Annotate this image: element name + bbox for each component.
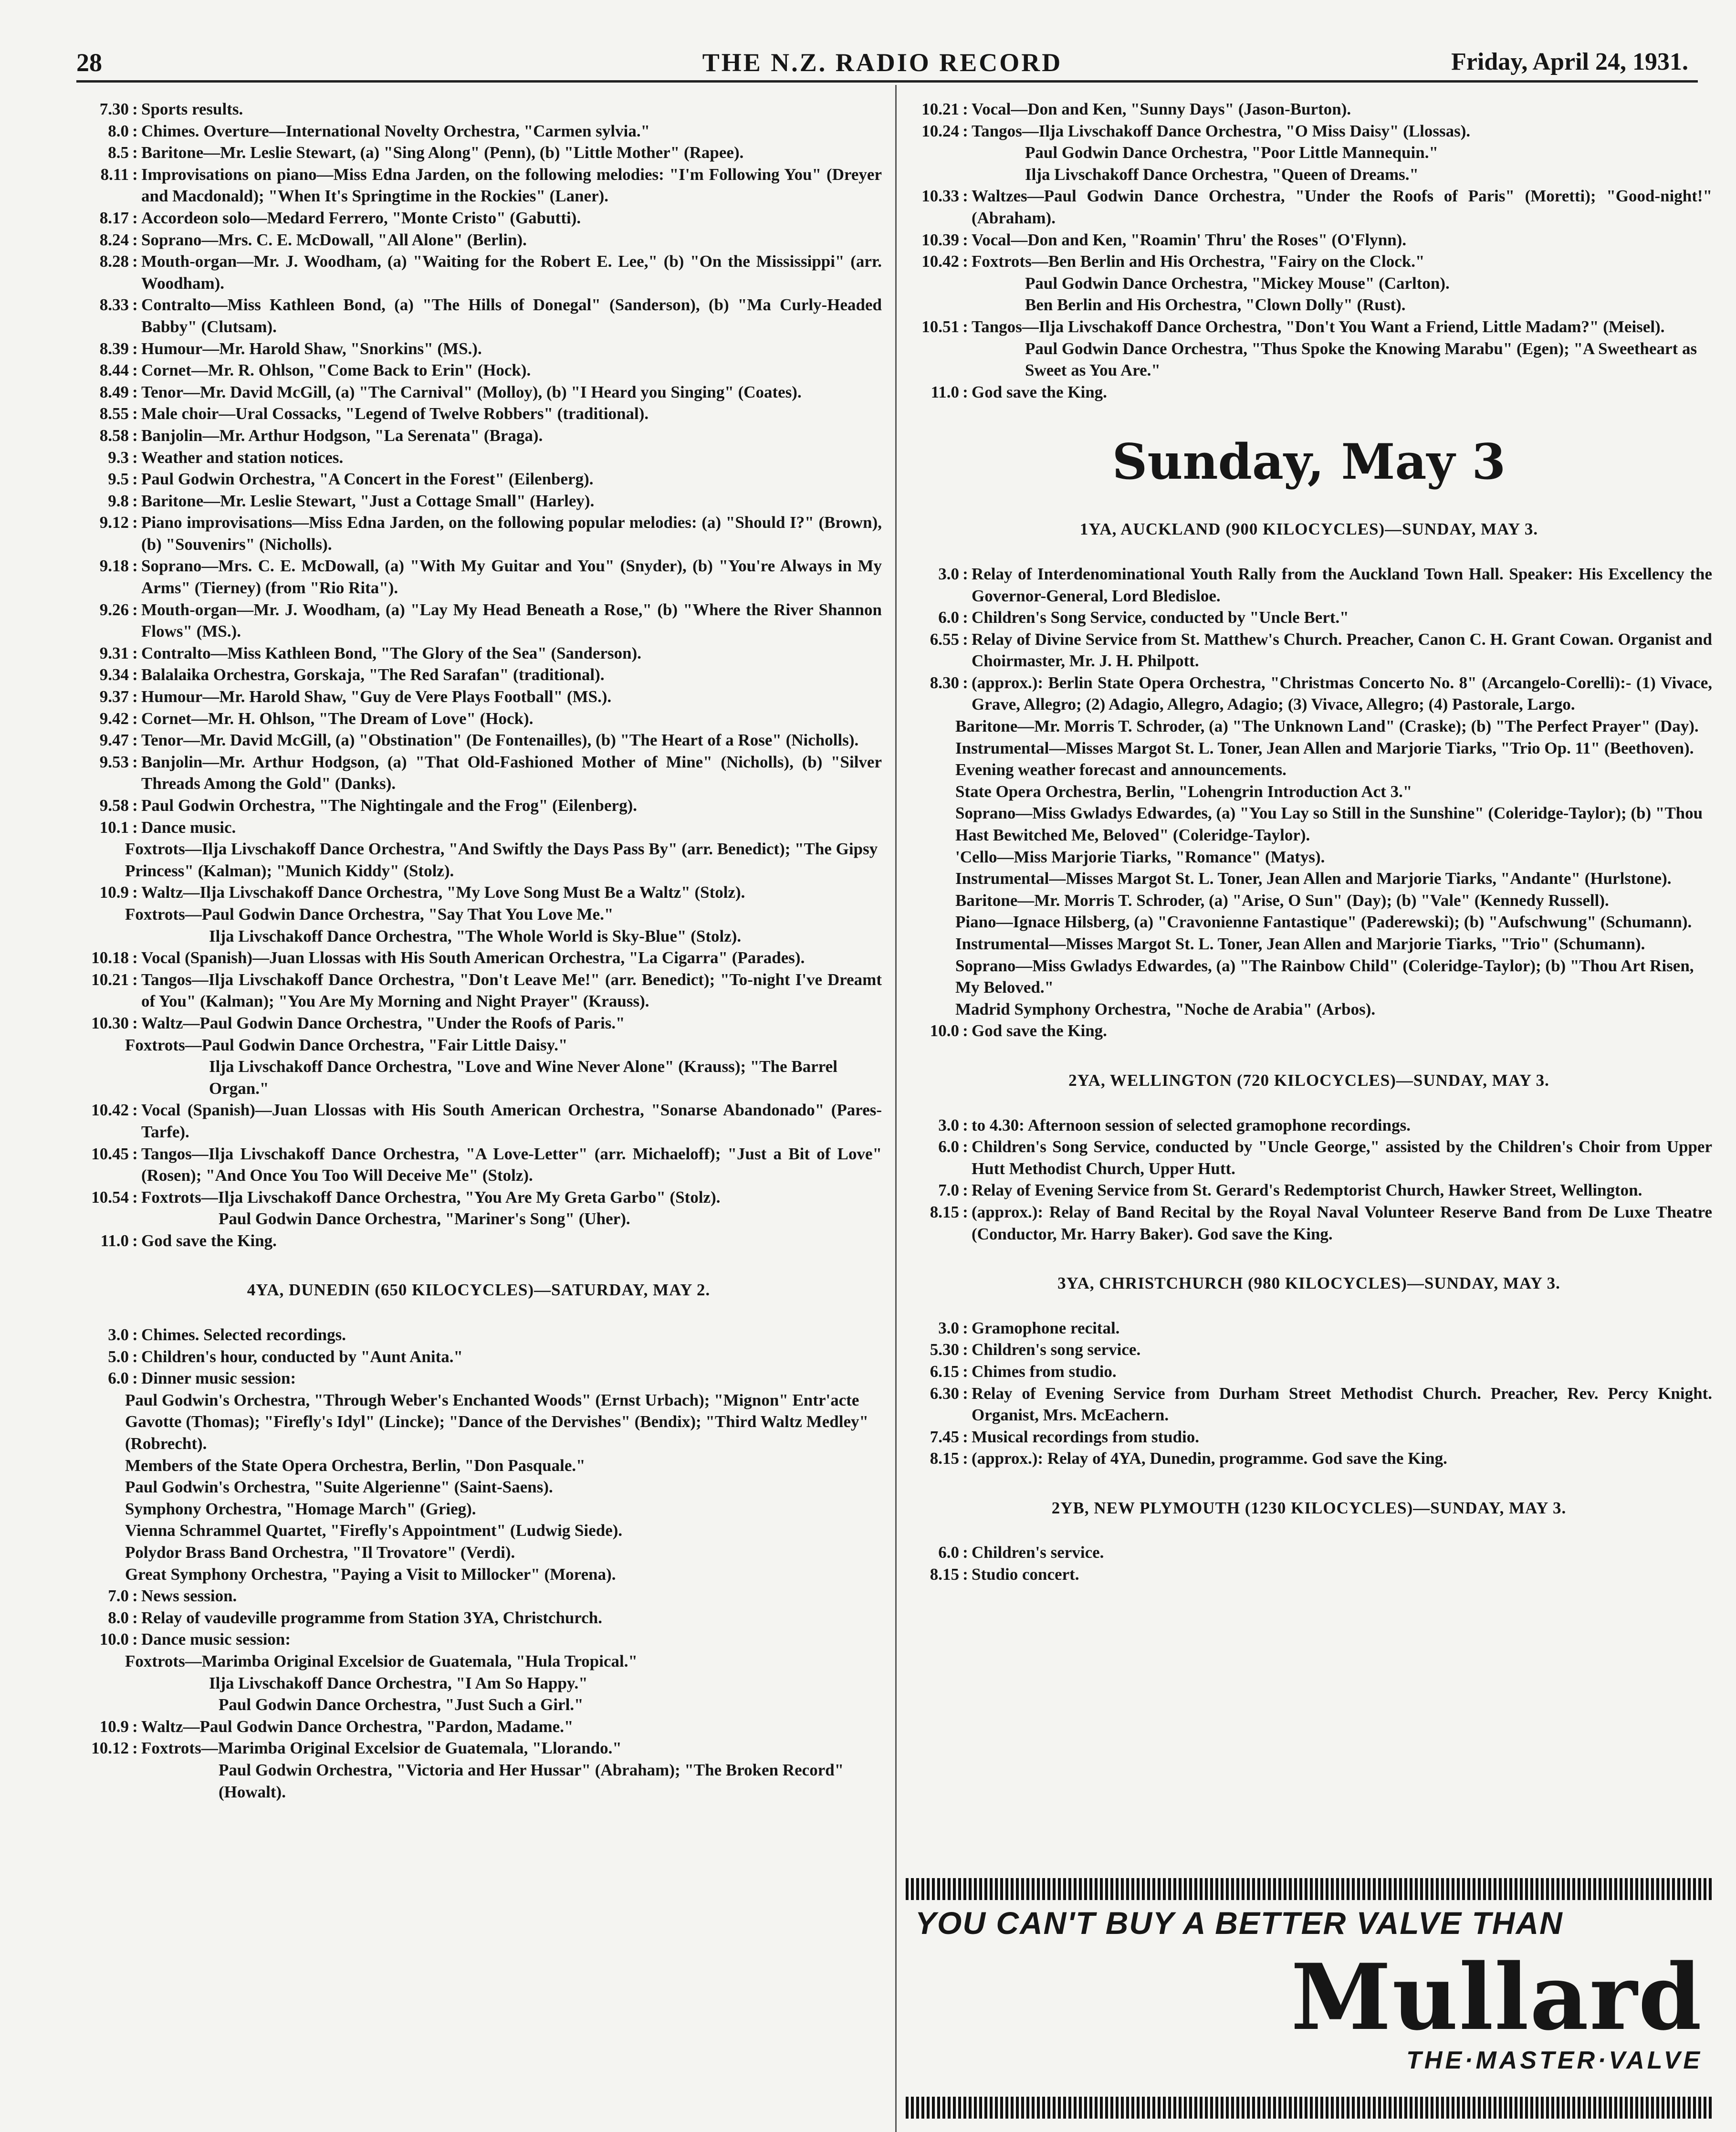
entry-time: 9.47 [99, 731, 129, 750]
entry-text: Contralto—Miss Kathleen Bond, (a) "The Hills of Donegal" (Sanderson), (b) "Ma Curly-Headed Babby" (Clutsam). [141, 295, 882, 336]
programme-entry: 10.0 : Dance music session: [75, 1628, 882, 1650]
entry-time: 10.21 [91, 970, 129, 989]
auckland-programme-list [906, 563, 1712, 715]
entry-text: Dinner music session: [141, 1369, 296, 1388]
station-heading-christchurch: 3YA, CHRISTCHURCH (980 KILOCYCLES)—SUNDAY, MAY 3. [1057, 1274, 1560, 1293]
wellington-programme-list [906, 1114, 1712, 1245]
advert-brand: Mullard [1291, 1944, 1703, 2050]
entry-text: Waltz—Paul Godwin Dance Orchestra, "Under the Roofs of Paris." [141, 1013, 625, 1032]
left-column [75, 98, 882, 1803]
programme-item: Madrid Symphony Orchestra, "Noche de Arabia" (Arbos). [955, 999, 1376, 1019]
entry-time: 10.33 [921, 187, 959, 206]
entry-text: Dance music session: [141, 1630, 291, 1649]
programme-entry: 11.0 : God save the King. [75, 1230, 882, 1252]
programme-entry: 6.0 : Dinner music session: [75, 1367, 882, 1389]
programme-entry: 8.44 : Cornet—Mr. R. Ohlson, "Come Back to Erin" (Hock). [75, 359, 882, 381]
entry-text: Tangos—Ilja Livschakoff Dance Orchestra, "Don't Leave Me!" (arr. Benedict); "To-night I've Dreamt of You" (Kalman); "You Are My Morning and Night Prayer" (Krauss). [141, 970, 882, 1011]
programme-entry: 8.28 : Mouth-organ—Mr. J. Woodham, (a) "Waiting for the Robert E. Lee," (b) "On the Mississippi" (arr. Woodham). [75, 251, 882, 294]
programme-item: Great Symphony Orchestra, "Paying a Visit to Millocker" (Morena). [125, 1565, 616, 1584]
entry-time: 11.0 [931, 382, 959, 401]
entry-time: 9.53 [99, 752, 129, 771]
entry-time: 9.31 [99, 643, 129, 662]
entry-text: Soprano—Mrs. C. E. McDowall, (a) "With My Guitar and You" (Snyder), (b) "You're Always in My Arms" (Tierney) (from "Rio Rita"). [141, 557, 882, 598]
programme-entry: 9.42 : Cornet—Mr. H. Ohlson, "The Dream of Love" (Hock). [75, 708, 882, 730]
entry-time: 8.15 [930, 1565, 959, 1584]
entry-time: 8.0 [108, 1608, 129, 1627]
programme-entry: 10.0 : God save the King. [906, 1020, 1712, 1042]
programme-entry: 8.58 : Banjolin—Mr. Arthur Hodgson, "La Serenata" (Braga). [75, 425, 882, 447]
entry-time: 6.0 [938, 608, 959, 627]
entry-time: 8.0 [108, 121, 129, 140]
programme-entry: 3.0 : to 4.30: Afternoon session of selected gramophone recordings. [906, 1114, 1712, 1136]
entry-text: Dance music. [141, 818, 236, 837]
page-number: 28 [76, 48, 102, 77]
programme-entry: 6.15 : Chimes from studio. [906, 1361, 1712, 1383]
entry-text: Studio concert. [972, 1565, 1079, 1584]
programme-entry: 8.5 : Baritone—Mr. Leslie Stewart, (a) "Sing Along" (Penn), (b) "Little Mother" (Rapee). [75, 142, 882, 164]
programme-entry: 10.24 : Tangos—Ilja Livschakoff Dance Orchestra, "O Miss Daisy" (Llossas). [906, 120, 1712, 142]
programme-item: Baritone—Mr. Morris T. Schroder, (a) "Arise, O Sun" (Day); (b) "Vale" (Kennedy Russell). [955, 891, 1609, 910]
dance-item: Paul Godwin Dance Orchestra, "Mickey Mouse" (Carlton). [1025, 273, 1450, 293]
entry-time: 9.26 [99, 600, 129, 619]
programme-entry: 8.0 : Chimes. Overture—International Novelty Orchestra, "Carmen sylvia." [75, 120, 882, 142]
programme-item: Instrumental—Misses Margot St. L. Toner, Jean Allen and Marjorie Tiarks, "Andante" (Hurlstone). [955, 869, 1672, 888]
programme-entry: 8.15 : (approx.): Relay of Band Recital by the Royal Naval Volunteer Reserve Band from De Luxe Theatre (Conductor, Mr. Harry Baker). God save the King. [906, 1201, 1712, 1245]
entry-text: God save the King. [972, 1021, 1107, 1040]
programme-entry: 6.55 : Relay of Divine Service from St. Matthew's Church. Preacher, Canon C. H. Grant Cowan. Organist and Choirmaster, Mr. J. H. Philpott. [906, 629, 1712, 672]
entry-text: Weather and station notices. [141, 448, 344, 467]
dance-item: Foxtrots—Paul Godwin Dance Orchestra, "Say That You Love Me." [125, 904, 614, 924]
programme-entry: 8.39 : Humour—Mr. Harold Shaw, "Snorkins" (MS.). [75, 338, 882, 360]
dance-item: Paul Godwin Dance Orchestra, "Poor Little Mannequin." [1025, 143, 1438, 162]
entry-text: Piano improvisations—Miss Edna Jarden, on the following popular melodies: (a) "Should I?" (Brown), (b) "Souvenirs" (Nicholls). [141, 513, 882, 554]
programme-entry: 9.53 : Banjolin—Mr. Arthur Hodgson, (a) "That Old-Fashioned Mother of Mine" (Nicholls), (b) "Silver Threads Among the Gold" (Danks). [75, 751, 882, 795]
entry-time: 10.24 [921, 121, 959, 140]
entry-time: 8.5 [108, 143, 129, 162]
programme-entry: 9.37 : Humour—Mr. Harold Shaw, "Guy de Vere Plays Football" (MS.). [75, 686, 882, 708]
programme-entry: 3.0 : Chimes. Selected recordings. [75, 1324, 882, 1346]
programme-entry: 6.0 : Children's Song Service, conducted by "Uncle Bert." [906, 607, 1712, 629]
entry-time: 6.0 [938, 1543, 959, 1562]
mullard-advert [906, 1878, 1712, 2126]
programme-item: 'Cello—Miss Marjorie Tiarks, "Romance" (Matys). [955, 847, 1325, 866]
entry-time: 7.30 [99, 100, 129, 118]
entry-text: Tenor—Mr. David McGill, (a) "Obstination" (De Fontenailles), (b) "The Heart of a Rose" (Nicholls). [141, 731, 859, 750]
entry-time: 9.3 [108, 448, 129, 467]
entry-text: Cornet—Mr. H. Ohlson, "The Dream of Love" (Hock). [141, 709, 533, 728]
entry-text: Chimes. Selected recordings. [141, 1325, 346, 1344]
programme-entry: 10.51 : Tangos—Ilja Livschakoff Dance Orchestra, "Don't You Want a Friend, Little Madam?" (Meisel). [906, 316, 1712, 338]
sunday-heading: Sunday, May 3 [1112, 433, 1506, 491]
entry-time: 8.58 [99, 426, 129, 445]
saturday-programme-list [75, 98, 882, 838]
entry-time: 10.42 [921, 252, 959, 271]
entry-text: Foxtrots—Ben Berlin and His Orchestra, "Fairy on the Clock." [972, 252, 1425, 271]
entry-text: Sports results. [141, 100, 243, 118]
entry-text: Tangos—Ilja Livschakoff Dance Orchestra, "Don't You Want a Friend, Little Madam?" (Meisel). [972, 317, 1665, 336]
programme-entry: 10.39 : Vocal—Don and Ken, "Roamin' Thru' the Roses" (O'Flynn). [906, 229, 1712, 251]
entry-text: Banjolin—Mr. Arthur Hodgson, "La Serenata" (Braga). [141, 426, 543, 445]
programme-item: State Opera Orchestra, Berlin, "Lohengrin Introduction Act 3." [955, 782, 1412, 801]
entry-time: 10.54 [91, 1187, 129, 1207]
entry-time: 3.0 [938, 1115, 959, 1134]
programme-entry: 6.30 : Relay of Evening Service from Durham Street Methodist Church. Preacher, Rev. Percy Knight. Organist, Mrs. McEachern. [906, 1383, 1712, 1426]
entry-text: Chimes. Overture—International Novelty Orchestra, "Carmen sylvia." [141, 121, 650, 140]
programme-entry: 10.21 : Vocal—Don and Ken, "Sunny Days" (Jason-Burton). [906, 98, 1712, 120]
entry-time: 10.51 [921, 317, 959, 336]
publication-title: THE N.Z. RADIO RECORD [702, 48, 1063, 77]
programme-item: Instrumental—Misses Margot St. L. Toner, Jean Allen and Marjorie Tiarks, "Trio" (Schumann). [955, 935, 1645, 953]
programme-entry: 10.33 : Waltzes—Paul Godwin Dance Orchestra, "Under the Roofs of Paris" (Moretti); "Good-night!" (Abraham). [906, 185, 1712, 229]
entry-text: Musical recordings from studio. [972, 1427, 1200, 1446]
entry-time: 11.0 [100, 1231, 129, 1250]
entry-text: Male choir—Ural Cossacks, "Legend of Twelve Robbers" (traditional). [141, 404, 649, 423]
entry-time: 7.0 [108, 1586, 129, 1606]
programme-entry: 7.0 : Relay of Evening Service from St. Gerard's Redemptorist Church, Hawker Street, Wellington. [906, 1179, 1712, 1201]
programme-entry: 7.45 : Musical recordings from studio. [906, 1426, 1712, 1448]
programme-entry: 10.45 : Tangos—Ilja Livschakoff Dance Orchestra, "A Love-Letter" (arr. Michaeloff); "Just a Bit of Love" (Rosen); "And Once You Too Will Deceive Me" (Stolz). [75, 1143, 882, 1187]
entry-text: Children's hour, conducted by "Aunt Anita." [141, 1347, 463, 1366]
entry-text: Relay of Evening Service from Durham Street Methodist Church. Preacher, Rev. Percy Knight. Organist, Mrs. McEachern. [972, 1384, 1712, 1425]
entry-time: 8.30 [930, 673, 959, 692]
programme-entry: 10.18 : Vocal (Spanish)—Juan Llossas with His South American Orchestra, "La Cigarra" (Parades). [75, 947, 882, 969]
programme-entry: 9.47 : Tenor—Mr. David McGill, (a) "Obstination" (De Fontenailles), (b) "The Heart of a Rose" (Nicholls). [75, 729, 882, 751]
entry-time: 10.0 [930, 1021, 959, 1040]
header-rule [76, 80, 1698, 83]
programme-entry: 8.17 : Accordeon solo—Medard Ferrero, "Monte Cristo" (Gabutti). [75, 207, 882, 229]
programme-entry: 9.31 : Contralto—Miss Kathleen Bond, "The Glory of the Sea" (Sanderson). [75, 642, 882, 664]
programme-entry: 6.0 : Children's Song Service, conducted by "Uncle George," assisted by the Children's Choir from Upper Hutt Methodist Church, Upper Hutt. [906, 1136, 1712, 1179]
programme-item: Instrumental—Misses Margot St. L. Toner, Jean Allen and Marjorie Tiarks, "Trio Op. 11" (Beethoven). [955, 738, 1694, 757]
entry-text: Children's song service. [972, 1340, 1141, 1359]
entry-time: 8.28 [99, 252, 129, 271]
programme-item: Vienna Schrammel Quartet, "Firefly's Appointment" (Ludwig Siede). [125, 1521, 623, 1540]
entry-text: Vocal (Spanish)—Juan Llossas with His South American Orchestra, "Sonarse Abandonado" (Pares-Tarfe). [141, 1101, 882, 1141]
programme-entry: 5.30 : Children's song service. [906, 1339, 1712, 1361]
entry-time: 8.49 [99, 382, 129, 401]
entry-text: Banjolin—Mr. Arthur Hodgson, (a) "That Old-Fashioned Mother of Mine" (Nicholls), (b) "Silver Threads Among the Gold" (Danks). [141, 752, 882, 793]
entry-time: 10.21 [921, 100, 959, 118]
dance-item: Ilja Livschakoff Dance Orchestra, "Queen of Dreams." [1025, 165, 1419, 184]
entry-time: 9.18 [99, 557, 129, 576]
entry-text: Waltz—Paul Godwin Dance Orchestra, "Pardon, Madame." [141, 1717, 574, 1736]
entry-time: 6.0 [108, 1369, 129, 1388]
entry-text: News session. [141, 1586, 237, 1606]
entry-text: Foxtrots—Marimba Original Excelsior de Guatemala, "Llorando." [141, 1739, 622, 1758]
entry-time: 8.39 [99, 339, 129, 358]
entry-text: Gramophone recital. [972, 1318, 1120, 1337]
entry-text: Tangos—Ilja Livschakoff Dance Orchestra, "O Miss Daisy" (Llossas). [972, 121, 1471, 140]
programme-item: Paul Godwin's Orchestra, "Suite Algerienne" (Saint-Saens). [125, 1478, 553, 1497]
entry-text: Humour—Mr. Harold Shaw, "Guy de Vere Plays Football" (MS.). [141, 687, 612, 706]
entry-time: 10.1 [99, 818, 129, 837]
programme-item: Paul Godwin's Orchestra, "Through Weber's Enchanted Woods" (Ernst Urbach); "Mignon" Entr'acte Gavotte (Thomas); "Firefly's Idyl" (Lincke); "Dance of the Dervishes" (Bendix); "Third Waltz Medley" (Robrecht). [125, 1390, 868, 1453]
entry-time: 6.30 [930, 1384, 959, 1403]
christchurch-programme-list [906, 1317, 1712, 1470]
entry-time: 8.15 [930, 1449, 959, 1468]
dance-item: Ilja Livschakoff Dance Orchestra, "Love and Wine Never Alone" (Krauss); "The Barrel Organ." [209, 1057, 837, 1098]
auckland-items-list [906, 715, 1712, 1020]
entry-time: 5.0 [108, 1347, 129, 1366]
entry-text: Children's Song Service, conducted by "Uncle George," assisted by the Children's Choir from Upper Hutt Methodist Church, Upper Hutt. [972, 1137, 1712, 1178]
entry-text: Vocal (Spanish)—Juan Llossas with His South American Orchestra, "La Cigarra" (Parades). [141, 948, 805, 967]
column-divider [895, 85, 897, 2132]
entry-text: Relay of Interdenominational Youth Rally from the Auckland Town Hall. Speaker: His Excellency the Governor-General, Lord Bledisloe. [972, 564, 1712, 605]
station-heading-dunedin: 4YA, DUNEDIN (650 KILOCYCLES)—SATURDAY, MAY 2. [247, 1281, 711, 1300]
new-plymouth-programme-list [906, 1542, 1712, 1585]
programme-item: Members of the State Opera Orchestra, Berlin, "Don Pasquale." [125, 1456, 586, 1475]
programme-item: Polydor Brass Band Orchestra, "Il Trovatore" (Verdi). [125, 1543, 515, 1562]
entry-time: 10.0 [99, 1630, 129, 1649]
entry-time: 6.55 [930, 630, 959, 649]
entry-text: Vocal—Don and Ken, "Sunny Days" (Jason-Burton). [972, 100, 1351, 118]
programme-entry: 8.0 : Relay of vaudeville programme from Station 3YA, Christchurch. [75, 1607, 882, 1629]
entry-time: 8.55 [99, 404, 129, 423]
entry-text: Relay of vaudeville programme from Station 3YA, Christchurch. [141, 1608, 603, 1627]
entry-text: Waltzes—Paul Godwin Dance Orchestra, "Under the Roofs of Paris" (Moretti); "Good-night!" (Abraham). [972, 187, 1712, 227]
entry-text: Vocal—Don and Ken, "Roamin' Thru' the Roses" (O'Flynn). [972, 230, 1407, 249]
dance-item: Paul Godwin Dance Orchestra, "Mariner's Song" (Uher). [219, 1209, 630, 1229]
entry-text: Baritone—Mr. Leslie Stewart, "Just a Cottage Small" (Harley). [141, 491, 595, 510]
entry-text: Waltz—Ilja Livschakoff Dance Orchestra, "My Love Song Must Be a Waltz" (Stolz). [141, 883, 745, 902]
entry-text: Foxtrots—Ilja Livschakoff Dance Orchestra, "You Are My Greta Garbo" (Stolz). [141, 1187, 721, 1207]
station-heading-wellington: 2YA, WELLINGTON (720 KILOCYCLES)—SUNDAY, MAY 3. [1068, 1071, 1549, 1090]
entry-time: 3.0 [938, 1318, 959, 1337]
programme-entry: 10.42 : Foxtrots—Ben Berlin and His Orchestra, "Fairy on the Clock." [906, 251, 1712, 273]
programme-entry: 9.8 : Baritone—Mr. Leslie Stewart, "Just a Cottage Small" (Harley). [75, 490, 882, 512]
programme-entry: 10.9 : Waltz—Paul Godwin Dance Orchestra, "Pardon, Madame." [75, 1716, 882, 1738]
programme-entry: 8.33 : Contralto—Miss Kathleen Bond, (a) "The Hills of Donegal" (Sanderson), (b) "Ma Curly-Headed Babby" (Clutsam). [75, 294, 882, 337]
programme-item: Baritone—Mr. Morris T. Schroder, (a) "The Unknown Land" (Craske); (b) "The Perfect Prayer" (Day). [955, 717, 1699, 736]
entry-time: 6.15 [930, 1362, 959, 1381]
programme-entry: 7.30 : Sports results. [75, 98, 882, 120]
dunedin-programme-list [75, 1324, 882, 1389]
entry-text: Tenor—Mr. David McGill, (a) "The Carnival" (Molloy), (b) "I Heard you Singing" (Coates). [141, 382, 802, 401]
entry-text: Paul Godwin Orchestra, "A Concert in the Forest" (Eilenberg). [141, 470, 594, 489]
programme-entry: 9.3 : Weather and station notices. [75, 447, 882, 469]
dance-item: Foxtrots—Marimba Original Excelsior de Guatemala, "Hula Tropical." [125, 1651, 638, 1670]
entry-time: 9.12 [99, 513, 129, 532]
entry-text: Children's Song Service, conducted by "Uncle Bert." [972, 608, 1349, 627]
entry-time: 3.0 [108, 1325, 129, 1344]
advert-tagline: THE·MASTER·VALVE [1406, 2047, 1703, 2074]
dance-item: Paul Godwin Dance Orchestra, "Thus Spoke the Knowing Marabu" (Egen); "A Sweetheart as Sweet as You Are." [1025, 339, 1697, 380]
entry-time: 9.8 [108, 491, 129, 510]
entry-text: Soprano—Mrs. C. E. McDowall, "All Alone" (Berlin). [141, 230, 527, 249]
programme-entry: 9.58 : Paul Godwin Orchestra, "The Nightingale and the Frog" (Eilenberg). [75, 795, 882, 817]
entry-time: 6.0 [938, 1137, 959, 1156]
programme-item: Piano—Ignace Hilsberg, (a) "Cravonienne Fantastique" (Paderewski); (b) "Aufschwung" (Schumann). [955, 913, 1692, 932]
programme-entry: 8.30 : (approx.): Berlin State Opera Orchestra, "Christmas Concerto No. 8" (Arcangelo-Corelli):- (1) Vivace, Grave, Allegro; (2) Adagio, Allegro, Adagio; (3) Vivace, Allegro; (4) Pastorale, Largo. [906, 672, 1712, 715]
programme-entry: 9.34 : Balalaika Orchestra, Gorskaja, "The Red Sarafan" (traditional). [75, 664, 882, 686]
entry-time: 8.11 [100, 165, 129, 184]
entry-time: 3.0 [938, 564, 959, 583]
entry-text: God save the King. [972, 382, 1107, 401]
entry-time: 10.39 [921, 230, 959, 249]
programme-entry: 8.15 : (approx.): Relay of 4YA, Dunedin, programme. God save the King. [906, 1448, 1712, 1470]
entry-text: God save the King. [141, 1231, 277, 1250]
right-column [906, 98, 1712, 1586]
programme-entry: 3.0 : Gramophone recital. [906, 1317, 1712, 1339]
entry-text: Mouth-organ—Mr. J. Woodham, (a) "Waiting for the Robert E. Lee," (b) "On the Mississippi" (arr. Woodham). [141, 252, 882, 293]
programme-entry: 9.18 : Soprano—Mrs. C. E. McDowall, (a) "With My Guitar and You" (Snyder), (b) "You're Always in My Arms" (Tierney) (from "Rio Rita"). [75, 555, 882, 599]
entry-time: 9.37 [99, 687, 129, 706]
entry-text: (approx.): Relay of 4YA, Dunedin, programme. God save the King. [972, 1449, 1447, 1468]
entry-text: Contralto—Miss Kathleen Bond, "The Glory of the Sea" (Sanderson). [141, 643, 642, 662]
programme-entry: 9.12 : Piano improvisations—Miss Edna Jarden, on the following popular melodies: (a) "Should I?" (Brown), (b) "Souvenirs" (Nicholls). [75, 512, 882, 555]
entry-time: 10.45 [91, 1144, 129, 1163]
entry-time: 8.33 [99, 295, 129, 315]
entry-time: 7.45 [930, 1427, 959, 1446]
entry-time: 8.17 [99, 208, 129, 227]
entry-time: 9.42 [99, 709, 129, 728]
entry-time: 5.30 [930, 1340, 959, 1359]
programme-entry: 10.42 : Vocal (Spanish)—Juan Llossas with His South American Orchestra, "Sonarse Abandonado" (Pares-Tarfe). [75, 1099, 882, 1143]
dance-item: Foxtrots—Paul Godwin Dance Orchestra, "Fair Little Daisy." [125, 1035, 568, 1054]
entry-time: 9.5 [108, 470, 129, 489]
entry-time: 10.30 [91, 1013, 129, 1032]
entry-text: Humour—Mr. Harold Shaw, "Snorkins" (MS.). [141, 339, 482, 358]
entry-text: Relay of Evening Service from St. Gerard's Redemptorist Church, Hawker Street, Wellington. [972, 1181, 1642, 1200]
programme-entry: 10.1 : Dance music. [75, 817, 882, 839]
advert-border-bottom [906, 2097, 1712, 2119]
programme-entry: 8.24 : Soprano—Mrs. C. E. McDowall, "All Alone" (Berlin). [75, 229, 882, 251]
issue-date: Friday, April 24, 1931. [1451, 48, 1688, 75]
dance-item: Paul Godwin Orchestra, "Victoria and Her Hussar" (Abraham); "The Broken Record" (Howalt). [219, 1760, 844, 1801]
dance-item: Ilja Livschakoff Dance Orchestra, "The Whole World is Sky-Blue" (Stolz). [209, 926, 742, 945]
programme-entry: 8.11 : Improvisations on piano—Miss Edna Jarden, on the following melodies: "I'm Following You" (Dreyer and Macdonald); "When It's Springtime in the Rockies" (Laner). [75, 164, 882, 207]
dance-item: Ilja Livschakoff Dance Orchestra, "I Am So Happy." [209, 1673, 588, 1692]
entry-time: 10.9 [99, 1717, 129, 1736]
entry-text: Children's service. [972, 1543, 1104, 1562]
entry-text: Tangos—Ilja Livschakoff Dance Orchestra, "A Love-Letter" (arr. Michaeloff); "Just a Bit of Love" (Rosen); "And Once You Too Will Deceive Me" (Stolz). [141, 1144, 882, 1185]
entry-time: 9.58 [99, 796, 129, 815]
entry-text: Chimes from studio. [972, 1362, 1117, 1381]
dance-item: Foxtrots—Ilja Livschakoff Dance Orchestra, "And Swiftly the Days Pass By" (arr. Benedict); "The Gipsy Princess" (Kalman); "Munich Kiddy" (Stolz). [125, 840, 878, 880]
programme-entry: 8.49 : Tenor—Mr. David McGill, (a) "The Carnival" (Molloy), (b) "I Heard you Singing" (Coates). [75, 381, 882, 403]
entry-text: Cornet—Mr. R. Ohlson, "Come Back to Erin" (Hock). [141, 361, 531, 380]
entry-text: Paul Godwin Orchestra, "The Nightingale and the Frog" (Eilenberg). [141, 796, 637, 815]
programme-entry: 8.15 : Studio concert. [906, 1564, 1712, 1586]
dance-item: Paul Godwin Dance Orchestra, "Just Such a Girl." [219, 1695, 584, 1714]
programme-item: Evening weather forecast and announcements. [955, 760, 1286, 779]
programme-entry: 10.12 : Foxtrots—Marimba Original Excelsior de Guatemala, "Llorando." [75, 1737, 882, 1759]
station-heading-new-plymouth: 2YB, NEW PLYMOUTH (1230 KILOCYCLES)—SUNDAY, MAY 3. [1051, 1498, 1567, 1517]
entry-text: Improvisations on piano—Miss Edna Jarden, on the following melodies: "I'm Following You" (Dreyer and Macdonald); "When It's Springtime in the Rockies" (Laner). [141, 165, 882, 206]
entry-text: Mouth-organ—Mr. J. Woodham, (a) "Lay My Head Beneath a Rose," (b) "Where the River Shannon Flows" (MS.). [141, 600, 882, 641]
page-header [76, 44, 1688, 82]
programme-item: Soprano—Miss Gwladys Edwardes, (a) "You Lay so Still in the Sunshine" (Coleridge-Taylor); (b) "Thou Hast Bewitched Me, Beloved" (Coleridge-Taylor). [955, 804, 1703, 845]
entry-time: 8.24 [99, 230, 129, 249]
advert-slogan: YOU CAN'T BUY A BETTER VALVE THAN [915, 1905, 1563, 1941]
programme-entry: 11.0 : God save the King. [906, 381, 1712, 403]
programme-item: Symphony Orchestra, "Homage March" (Grieg). [125, 1499, 476, 1518]
dance-item: Ben Berlin and His Orchestra, "Clown Dolly" (Rust). [1025, 295, 1406, 315]
entry-time: 10.18 [91, 948, 129, 967]
programme-entry: 10.21 : Tangos—Ilja Livschakoff Dance Orchestra, "Don't Leave Me!" (arr. Benedict); "To-night I've Dreamt of You" (Kalman); "You Are My Morning and Night Prayer" (Krauss). [75, 969, 882, 1012]
programme-entry: 9.26 : Mouth-organ—Mr. J. Woodham, (a) "Lay My Head Beneath a Rose," (b) "Where the River Shannon Flows" (MS.). [75, 599, 882, 642]
programme-entry: 9.5 : Paul Godwin Orchestra, "A Concert in the Forest" (Eilenberg). [75, 468, 882, 490]
entry-text: to 4.30: Afternoon session of selected gramophone recordings. [972, 1115, 1411, 1134]
programme-entry: 10.54 : Foxtrots—Ilja Livschakoff Dance Orchestra, "You Are My Greta Garbo" (Stolz). [75, 1187, 882, 1208]
programme-entry: 3.0 : Relay of Interdenominational Youth Rally from the Auckland Town Hall. Speaker: His Excellency the Governor-General, Lord Bledisloe. [906, 563, 1712, 607]
dunedin-programme-list-2 [75, 1585, 882, 1650]
programme-item: Soprano—Miss Gwladys Edwardes, (a) "The Rainbow Child" (Coleridge-Taylor); (b) "Thou Art Risen, My Beloved." [955, 956, 1694, 997]
entry-text: (approx.): Relay of Band Recital by the Royal Naval Volunteer Reserve Band from De Luxe Theatre (Conductor, Mr. Harry Baker). God save the King. [972, 1202, 1712, 1243]
dinner-music-list [75, 1389, 882, 1585]
station-heading-auckland: 1YA, AUCKLAND (900 KILOCYCLES)—SUNDAY, MAY 3. [1079, 520, 1538, 539]
entry-text: Balalaika Orchestra, Gorskaja, "The Red Sarafan" (traditional). [141, 665, 605, 684]
entry-time: 8.44 [99, 361, 129, 380]
entry-time: 8.15 [930, 1202, 959, 1221]
advert-border-top [906, 1878, 1712, 1900]
programme-entry: 5.0 : Children's hour, conducted by "Aunt Anita." [75, 1346, 882, 1368]
programme-entry: 8.55 : Male choir—Ural Cossacks, "Legend of Twelve Robbers" (traditional). [75, 403, 882, 425]
entry-text: (approx.): Berlin State Opera Orchestra, "Christmas Concerto No. 8" (Arcangelo-Corelli):- (1) Vivace, Grave, Allegro; (2) Adagio, Allegro, Adagio; (3) Vivace, Allegro; (4) Pastorale, Largo. [972, 673, 1712, 714]
programme-entry: 10.30 : Waltz—Paul Godwin Dance Orchestra, "Under the Roofs of Paris." [75, 1012, 882, 1034]
entry-text: Baritone—Mr. Leslie Stewart, (a) "Sing Along" (Penn), (b) "Little Mother" (Rapee). [141, 143, 744, 162]
entry-time: 7.0 [938, 1181, 959, 1200]
entry-time: 10.12 [91, 1739, 129, 1758]
programme-entry: 7.0 : News session. [75, 1585, 882, 1607]
programme-entry: 10.9 : Waltz—Ilja Livschakoff Dance Orchestra, "My Love Song Must Be a Waltz" (Stolz). [75, 882, 882, 903]
entry-time: 10.42 [91, 1101, 129, 1120]
entry-time: 10.9 [99, 883, 129, 902]
programme-entry: 6.0 : Children's service. [906, 1542, 1712, 1564]
entry-time: 9.34 [99, 665, 129, 684]
entry-text: Accordeon solo—Medard Ferrero, "Monte Cristo" (Gabutti). [141, 208, 581, 227]
entry-text: Relay of Divine Service from St. Matthew's Church. Preacher, Canon C. H. Grant Cowan. Organist and Choirmaster, Mr. J. H. Philpott. [972, 630, 1712, 671]
